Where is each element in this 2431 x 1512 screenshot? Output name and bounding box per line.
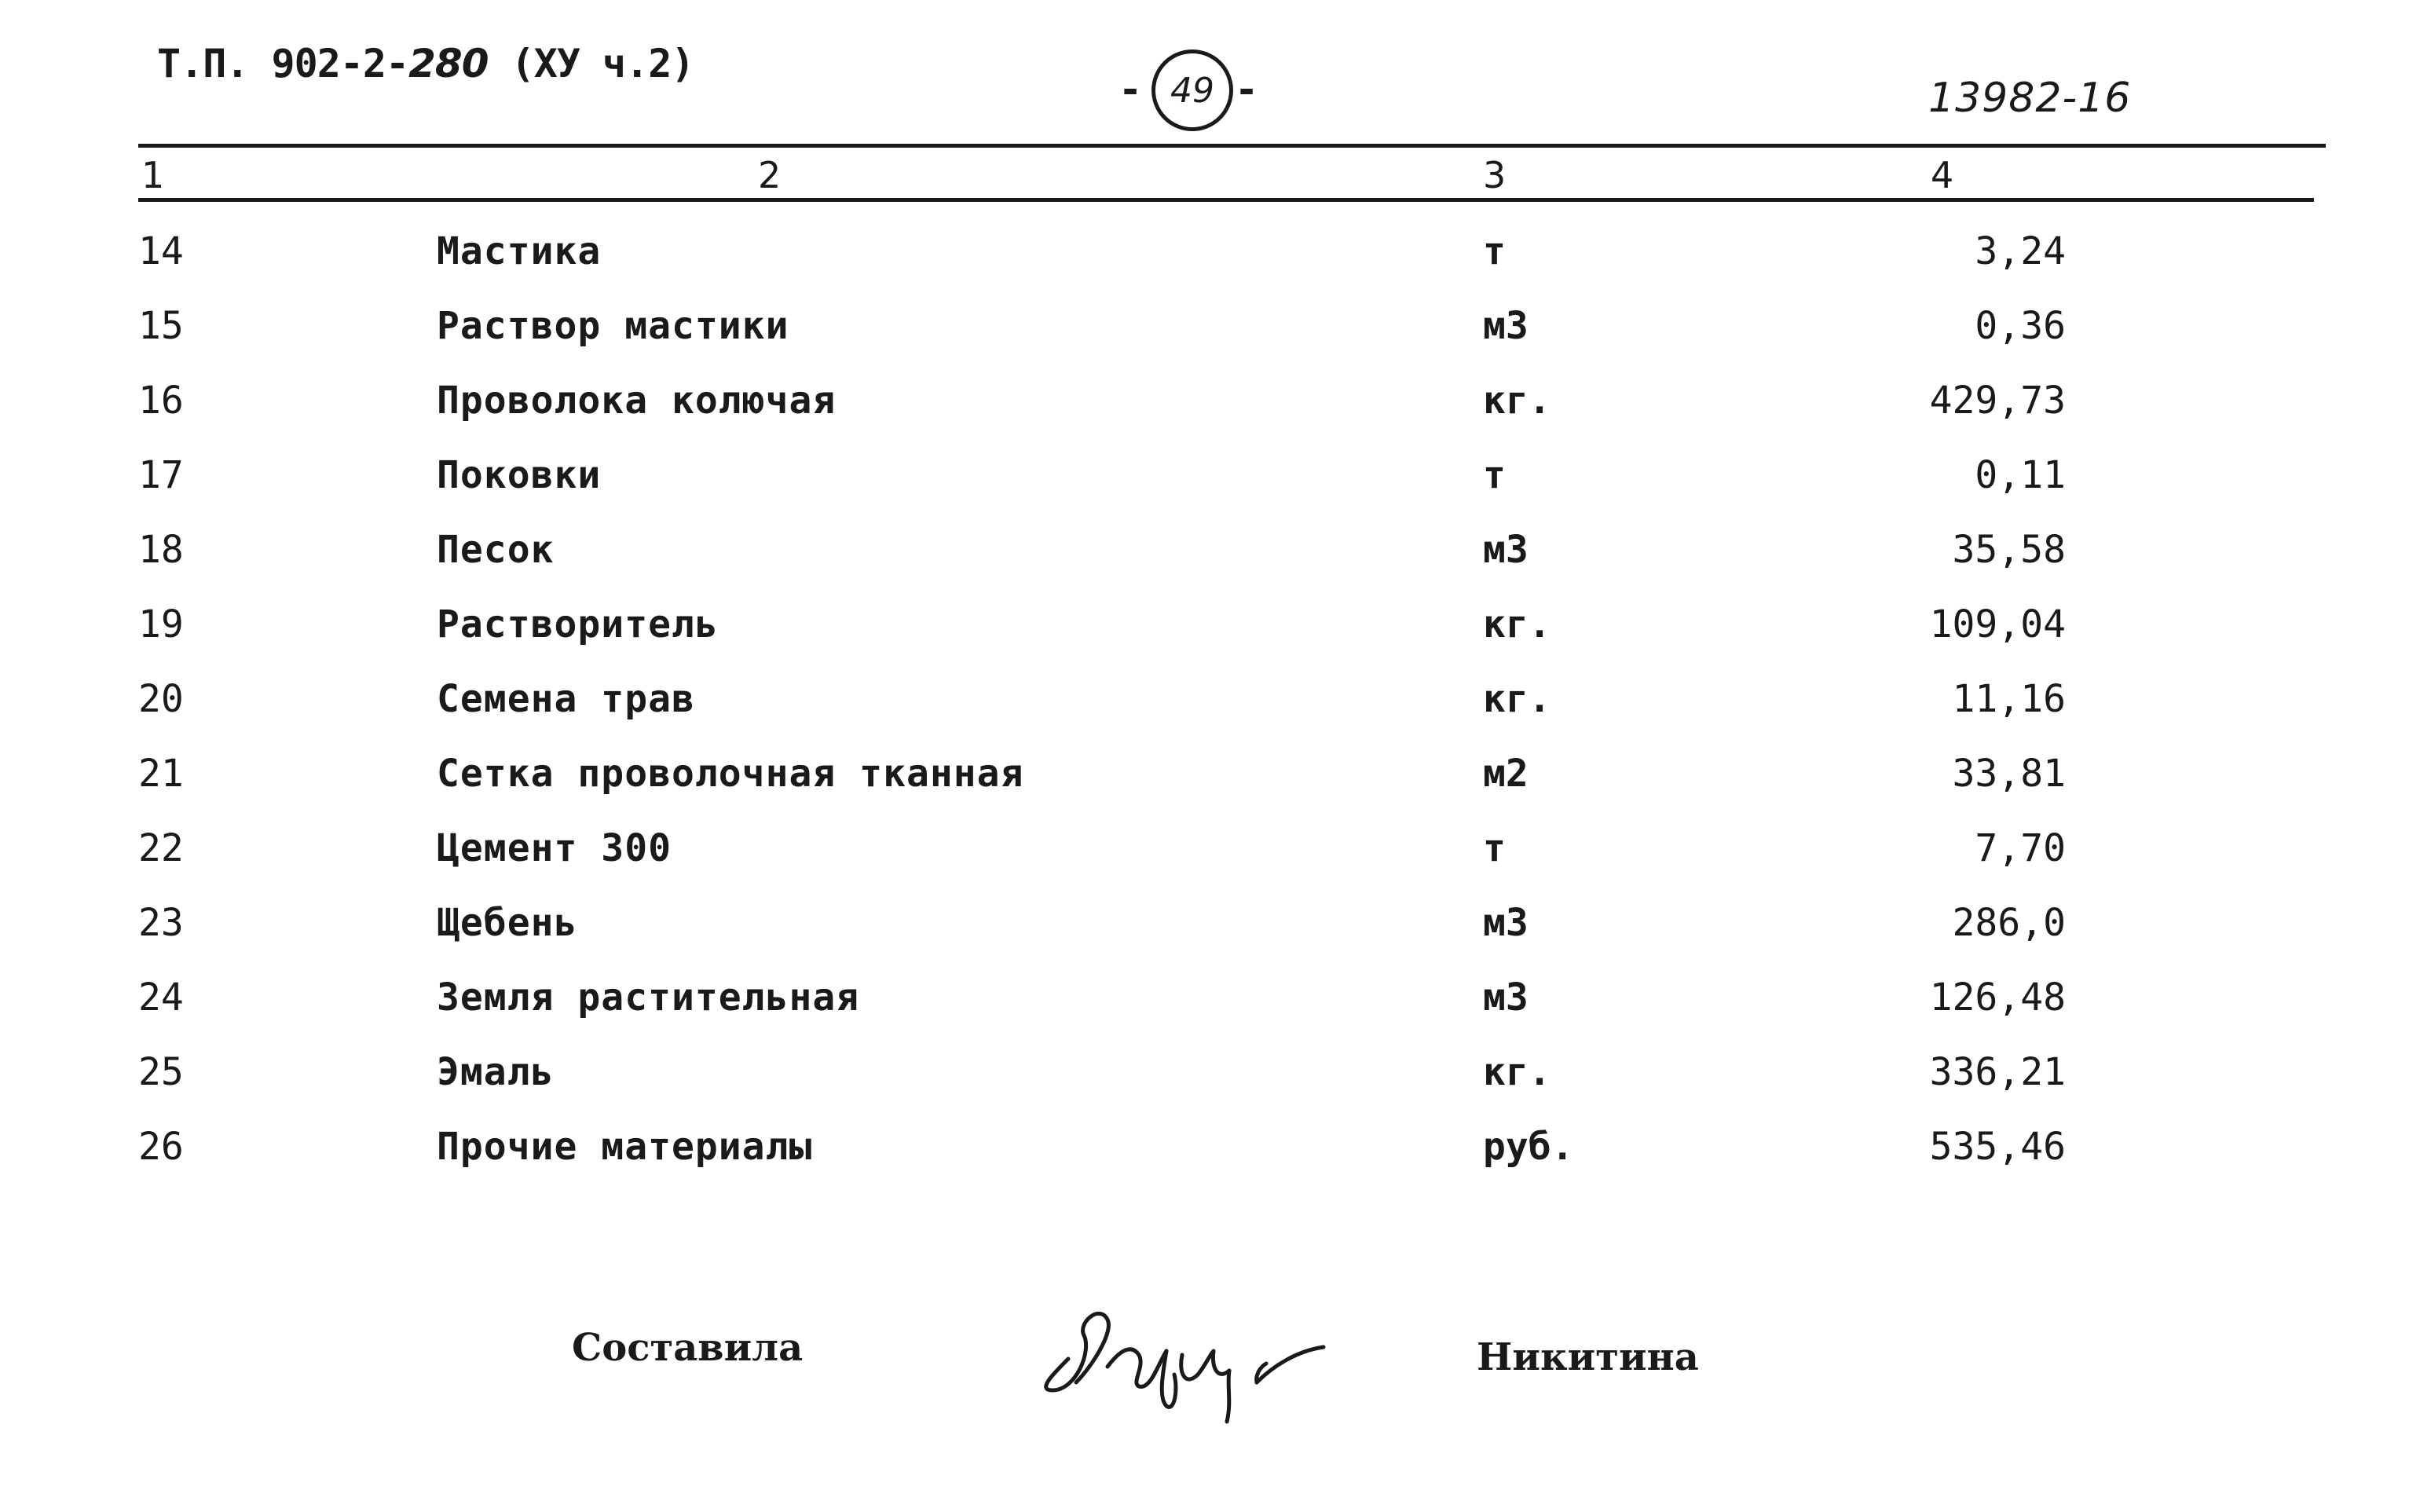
quantity: 0,36 bbox=[1975, 304, 2066, 348]
table-row bbox=[0, 1125, 2431, 1199]
column-header-4: 4 bbox=[1931, 154, 1954, 196]
row-number: 25 bbox=[138, 1050, 184, 1094]
unit: м3 bbox=[1483, 304, 1529, 348]
table-header-rule bbox=[138, 198, 2314, 202]
column-header-3: 3 bbox=[1483, 154, 1507, 196]
unit: м2 bbox=[1483, 752, 1529, 796]
unit: м3 bbox=[1483, 976, 1529, 1020]
table-row bbox=[0, 304, 2431, 379]
doc-ref-suffix: (ХУ ч.2) bbox=[488, 41, 694, 86]
material-name: Сетка проволочная тканная bbox=[437, 752, 1024, 796]
material-name: Земля растительная bbox=[437, 976, 860, 1020]
material-name: Щебень bbox=[437, 901, 578, 945]
compiler-name: Никитина bbox=[1477, 1335, 1699, 1379]
row-number: 20 bbox=[138, 677, 184, 721]
table-row bbox=[0, 453, 2431, 528]
material-name: Прочие материалы bbox=[437, 1125, 813, 1169]
table-row bbox=[0, 229, 2431, 304]
quantity: 429,73 bbox=[1929, 379, 2066, 423]
page-number-stamp: - 49 - bbox=[1118, 43, 1268, 137]
row-number: 24 bbox=[138, 976, 184, 1020]
unit: кг. bbox=[1483, 379, 1551, 423]
unit: кг. bbox=[1483, 1050, 1551, 1094]
row-number: 17 bbox=[138, 453, 184, 497]
table-top-rule bbox=[138, 144, 2326, 148]
column-header-1: 1 bbox=[141, 154, 165, 196]
unit: т bbox=[1483, 453, 1506, 497]
page-number: 49 bbox=[1151, 49, 1233, 131]
quantity: 286,0 bbox=[1952, 901, 2066, 945]
compiled-by-label: Составила bbox=[572, 1326, 804, 1370]
unit: м3 bbox=[1483, 901, 1529, 945]
table-row bbox=[0, 901, 2431, 976]
row-number: 16 bbox=[138, 379, 184, 423]
table-row bbox=[0, 826, 2431, 901]
row-number: 26 bbox=[138, 1125, 184, 1169]
quantity: 35,58 bbox=[1952, 528, 2066, 572]
row-number: 19 bbox=[138, 602, 184, 646]
material-name: Эмаль bbox=[437, 1050, 555, 1094]
signature-icon bbox=[1021, 1288, 1351, 1430]
quantity: 11,16 bbox=[1952, 677, 2066, 721]
material-name: Проволока колючая bbox=[437, 379, 837, 423]
quantity: 336,21 bbox=[1929, 1050, 2066, 1094]
quantity: 7,70 bbox=[1975, 826, 2066, 870]
quantity: 3,24 bbox=[1975, 229, 2066, 273]
material-name: Мастика bbox=[437, 229, 602, 273]
unit: м3 bbox=[1483, 528, 1529, 572]
unit: т bbox=[1483, 229, 1506, 273]
material-name: Поковки bbox=[437, 453, 602, 497]
unit: кг. bbox=[1483, 602, 1551, 646]
archive-number: 13982-16 bbox=[1928, 75, 2132, 122]
unit: т bbox=[1483, 826, 1506, 870]
quantity: 109,04 bbox=[1929, 602, 2066, 646]
unit: кг. bbox=[1483, 677, 1551, 721]
column-header-2: 2 bbox=[758, 154, 782, 196]
doc-ref-prefix: Т.П. 902-2- bbox=[157, 41, 409, 86]
table-row bbox=[0, 379, 2431, 453]
row-number: 22 bbox=[138, 826, 184, 870]
material-name: Семена трав bbox=[437, 677, 695, 721]
row-number: 18 bbox=[138, 528, 184, 572]
row-number: 23 bbox=[138, 901, 184, 945]
row-number: 21 bbox=[138, 752, 184, 796]
quantity: 33,81 bbox=[1952, 752, 2066, 796]
row-number: 15 bbox=[138, 304, 184, 348]
table-row bbox=[0, 602, 2431, 677]
material-name: Раствор мастики bbox=[437, 304, 789, 348]
unit: руб. bbox=[1483, 1125, 1574, 1169]
quantity: 0,11 bbox=[1975, 453, 2066, 497]
table-row bbox=[0, 1050, 2431, 1125]
doc-ref-handwritten-number: 280 bbox=[408, 41, 489, 86]
material-name: Цемент 300 bbox=[437, 826, 672, 870]
table-row bbox=[0, 752, 2431, 826]
row-number: 14 bbox=[138, 229, 184, 273]
material-name: Растворитель bbox=[437, 602, 719, 646]
table-row bbox=[0, 528, 2431, 602]
quantity: 535,46 bbox=[1929, 1125, 2066, 1169]
table-row bbox=[0, 976, 2431, 1050]
material-name: Песок bbox=[437, 528, 555, 572]
quantity: 126,48 bbox=[1929, 976, 2066, 1020]
document-reference bbox=[157, 41, 694, 86]
table-row bbox=[0, 677, 2431, 752]
